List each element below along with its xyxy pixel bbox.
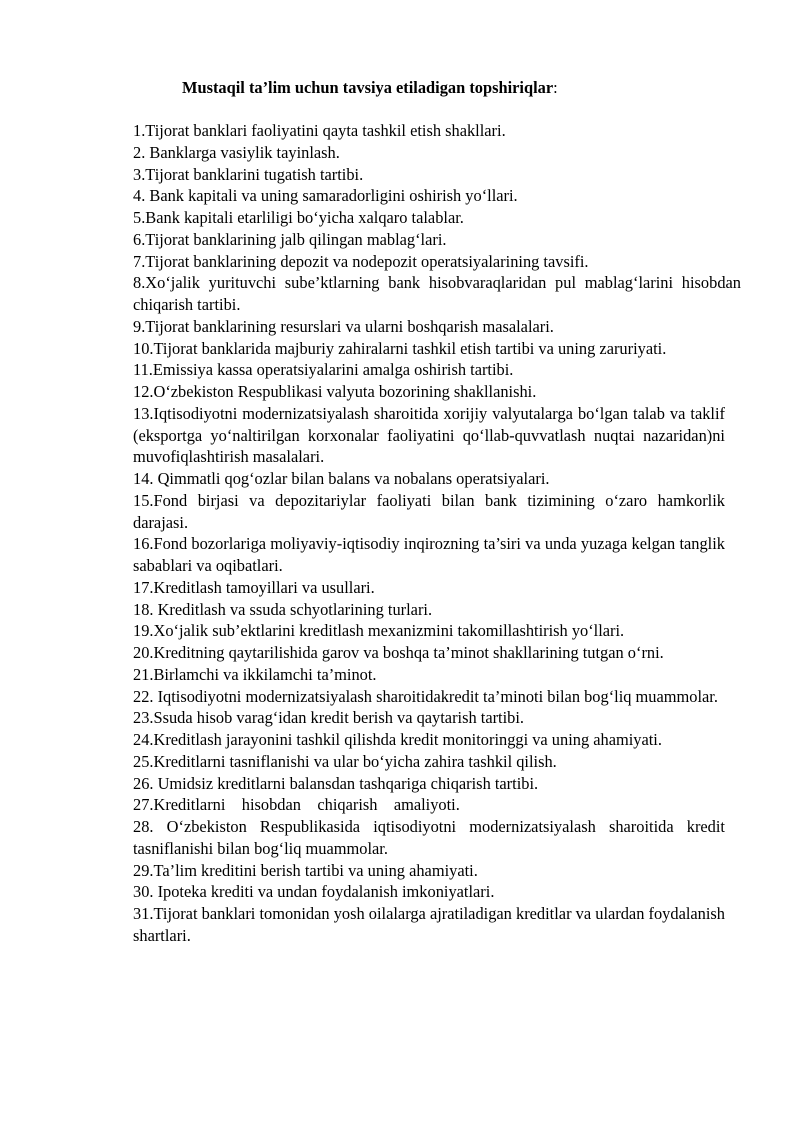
task-item-28: 28. O‘zbekiston Respublikasida iqtisodiyotni modernizatsiyalash sharoitida kredit tasniflanishi bilan bog‘liq muammolar. [133,817,725,858]
task-item-9: 9.Tijorat banklarining resurslari va ularni boshqarish masalalari. [133,316,554,336]
task-item-12: 12.O‘zbekiston Respublikasi valyuta bozorining shakllanishi. [133,382,537,401]
page-title-colon: : [553,78,558,97]
task-item-15: 15.Fond birjasi va depozitariylar faoliyati bilan bank tizimining o‘zaro hamkorlik darajasi. [133,490,725,532]
task-item-17: 17.Kreditlash tamoyillari va usullari. [133,577,375,597]
task-item-22: 22. Iqtisodiyotni modernizatsiyalash sharoitidakredit ta’minoti bilan bog‘liq muammolar. [133,686,718,706]
task-item-3: 3.Tijorat banklarini tugatish tartibi. [133,164,364,184]
task-item-4: 4. Bank kapitali va uning samaradorligini oshirish yo‘llari. [133,186,518,206]
task-item-24: 24.Kreditlash jarayonini tashkil qilishda kredit monitoringgi va uning ahamiyati. [133,730,662,749]
task-item-11: 11.Emissiya kassa operatsiyalarini amalga oshirish tartibi. [133,360,514,380]
task-item-31: 31.Tijorat banklari tomonidan yosh oilalarga ajratiladigan kreditlar va ulardan foydalanish shartlari. [133,904,725,945]
task-item-1: 1.Tijorat banklari faoliyatini qayta tashkil etish shakllari. [133,121,506,140]
task-item-27: 27.Kreditlarni hisobdan chiqarish amaliyoti. [133,795,460,815]
task-item-2: 2. Banklarga vasiylik tayinlash. [133,142,340,162]
task-item-16: 16.Fond bozorlariga moliyaviy-iqtisodiy inqirozning ta’siri va unda yuzaga kelgan tanglik sabablari va oqibatlari. [133,534,725,575]
task-item-29: 29.Ta’lim kreditini berish tartibi va uning ahamiyati. [133,860,478,880]
page-title [182,78,558,98]
task-list [133,120,741,947]
task-item-8: 8.Xo‘jalik yurituvchi sube’ktlarning bank hisobvaraqlaridan pul mablag‘larini hisobdan chiqarish tartibi. [133,273,741,314]
task-item-25: 25.Kreditlarni tasniflanishi va ular bo‘yicha zahira tashkil qilish. [133,751,557,771]
task-item-5: 5.Bank kapitali etarliligi bo‘yicha xalqaro talablar. [133,208,464,227]
task-item-19: 19.Xo‘jalik sub’ektlarini kreditlash mexanizmini takomillashtirish yo‘llari. [133,621,625,641]
task-item-23: 23.Ssuda hisob varag‘idan kredit berish va qaytarish tartibi. [133,708,525,728]
task-item-7: 7.Tijorat banklarining depozit va nodepozit operatsiyalarining tavsifi. [133,251,589,271]
task-item-14: 14. Qimmatli qog‘ozlar bilan balans va nobalans operatsiyalari. [133,469,550,488]
task-item-30: 30. Ipoteka krediti va undan foydalanish imkoniyatlari. [133,882,495,902]
task-item-13: 13.Iqtisodiyotni modernizatsiyalash sharoitida xorijiy valyutalarga bo‘lgan talab va taklif (eksportga yo‘naltirilgan korxonalar faoliyatini qo‘llab-quvvatlash nuqtai nazaridan)ni muvofiqlashtirish masalalari. [133,403,725,467]
task-item-21: 21.Birlamchi va ikkilamchi ta’minot. [133,664,377,684]
page-title-text: Mustaqil ta’lim uchun tavsiya etiladigan topshiriqlar [182,78,554,97]
task-item-6: 6.Tijorat banklarining jalb qilingan mablag‘lari. [133,229,447,249]
task-item-18: 18. Kreditlash va ssuda schyotlarining turlari. [133,599,433,619]
task-item-10: 10.Tijorat banklarida majburiy zahiralarni tashkil etish tartibi va uning zaruriyati. [133,338,667,358]
task-item-26: 26. Umidsiz kreditlarni balansdan tashqariga chiqarish tartibi. [133,773,539,793]
task-item-20: 20.Kreditning qaytarilishida garov va boshqa ta’minot shakllarining tutgan o‘rni. [133,643,664,662]
